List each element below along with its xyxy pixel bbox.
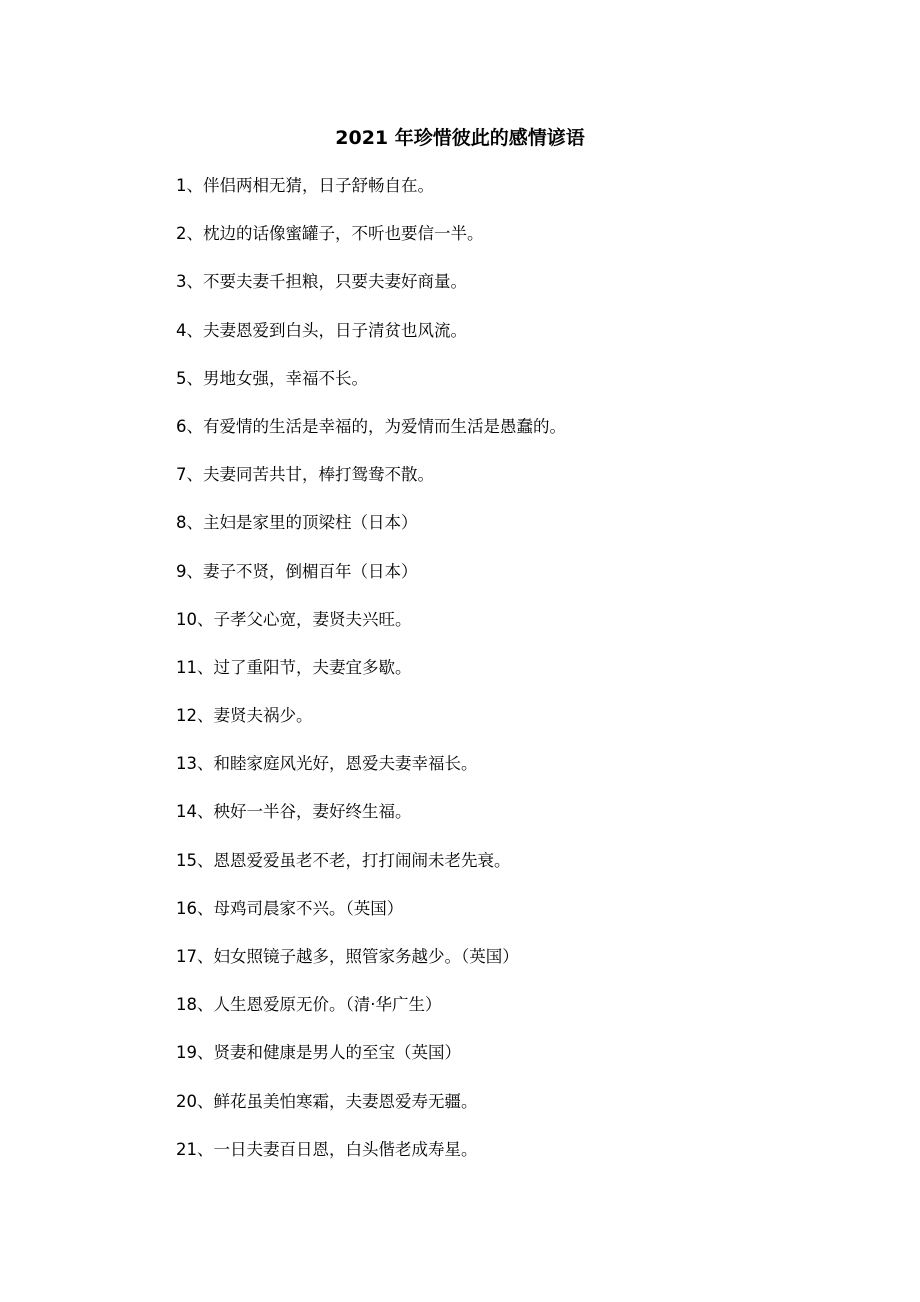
- list-item: 11、过了重阳节，夫妻宜多歇。: [176, 657, 412, 677]
- list-item: 18、人生恩爱原无价。（清·华广生）: [176, 995, 442, 1015]
- document-title: 2021 年珍惜彼此的感情谚语: [335, 127, 585, 149]
- list-item: 13、和睦家庭风光好，恩爱夫妻幸福长。: [176, 754, 478, 774]
- list-item: 2、枕边的话像蜜罐子，不听也要信一半。: [176, 224, 484, 244]
- list-item: 9、妻子不贤，倒楣百年（日本）: [176, 561, 418, 581]
- list-item: 5、男地女强，幸福不长。: [176, 368, 368, 388]
- list-item: 15、恩恩爱爱虽老不老，打打闹闹未老先衰。: [176, 850, 511, 870]
- list-item: 12、妻贤夫祸少。: [176, 706, 313, 726]
- list-item: 17、妇女照镜子越多，照管家务越少。（英国）: [176, 947, 519, 966]
- list-item: 7、夫妻同苦共甘，棒打鸳鸯不散。: [176, 465, 434, 485]
- list-item: 3、不要夫妻千担粮，只要夫妻好商量。: [176, 272, 467, 292]
- list-item: 16、母鸡司晨家不兴。（英国）: [176, 898, 404, 918]
- proverb-list: [176, 172, 876, 1184]
- list-item: 21、一日夫妻百日恩，白头偕老成寿星。: [176, 1139, 478, 1159]
- list-item: 6、有爱情的生活是幸福的，为爱情而生活是愚蠢的。: [176, 416, 566, 436]
- list-item: 19、贤妻和健康是男人的至宝（英国）: [176, 1043, 461, 1063]
- list-item: 10、子孝父心宽，妻贤夫兴旺。: [176, 609, 412, 629]
- list-item: 4、夫妻恩爱到白头，日子清贫也风流。: [176, 320, 467, 340]
- list-item: 14、秧好一半谷，妻好终生福。: [176, 802, 412, 822]
- list-item: 1、伴侣两相无猜，日子舒畅自在。: [176, 176, 434, 195]
- list-item: 8、主妇是家里的顶梁柱（日本）: [176, 513, 418, 533]
- list-item: 20、鲜花虽美怕寒霜，夫妻恩爱寿无疆。: [176, 1091, 478, 1111]
